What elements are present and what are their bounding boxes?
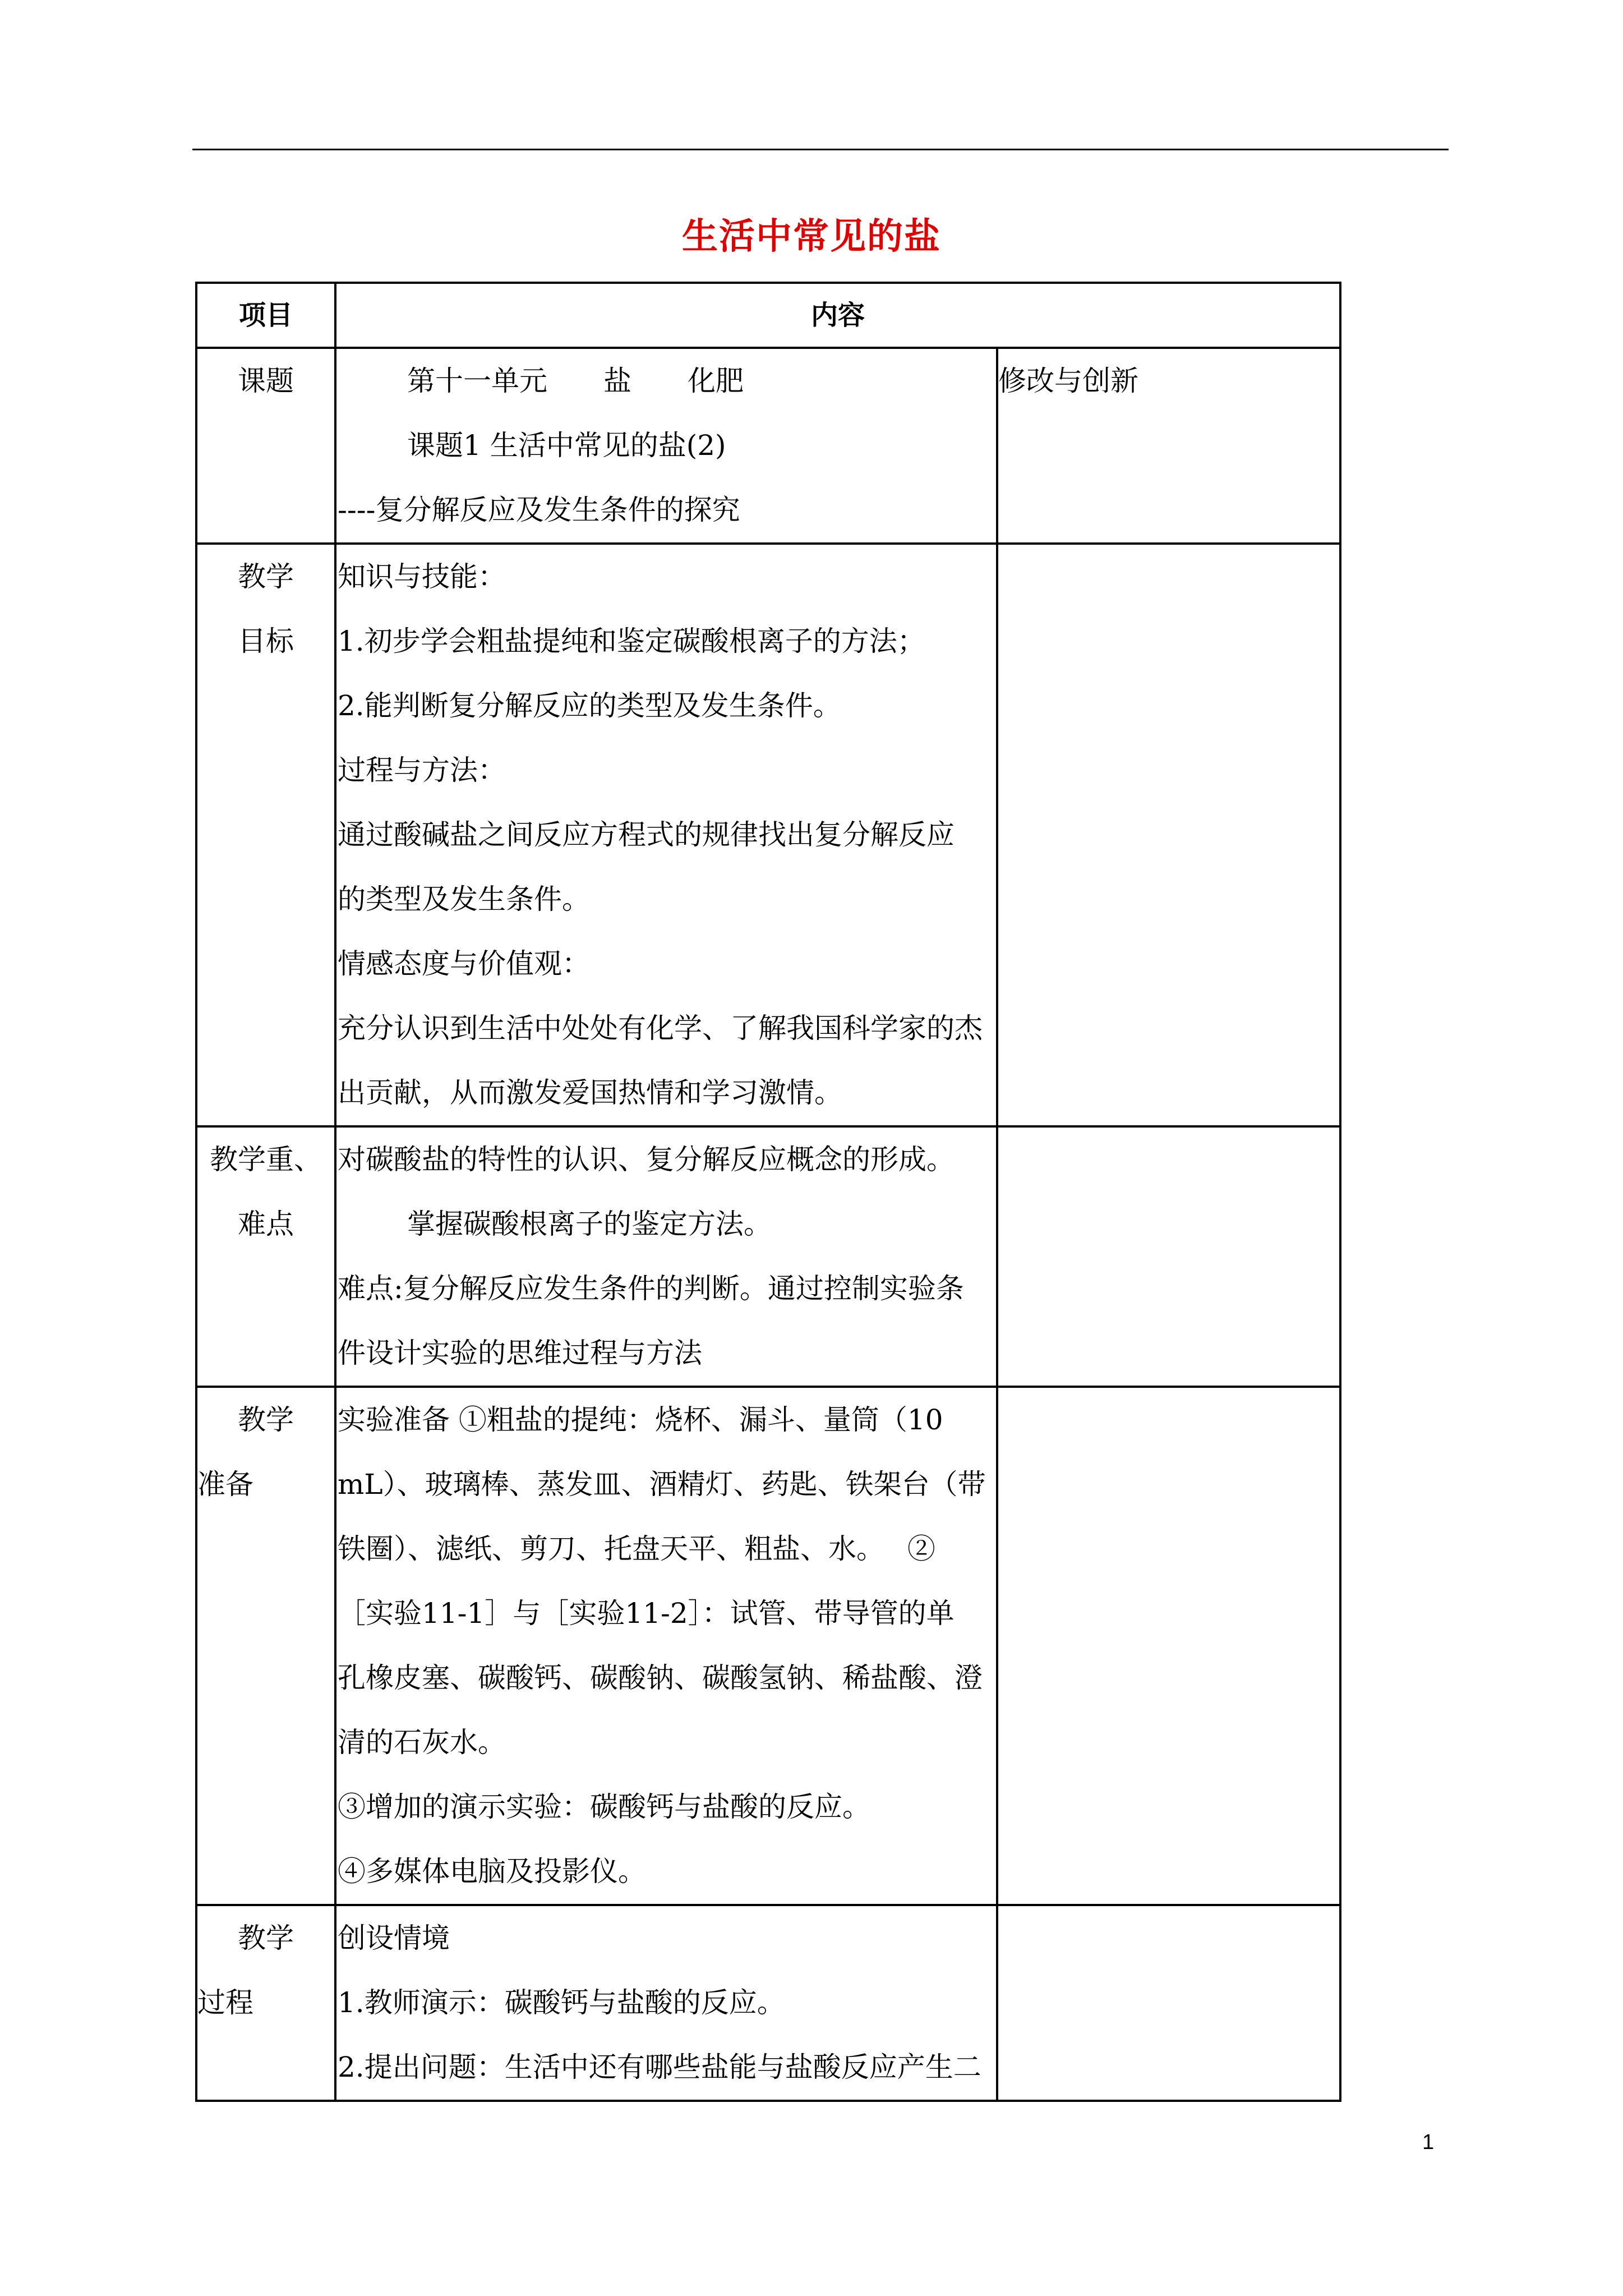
row-label: 教学 准备 <box>196 1387 335 1905</box>
row-label: 教学 过程 <box>196 1905 335 2101</box>
page-title: 生活中常见的盐 <box>682 216 941 257</box>
row-label: 教学 目标 <box>196 544 335 1126</box>
row-note <box>997 544 1340 1126</box>
row-content: 知识与技能： 1.初步学会粗盐提纯和鉴定碳酸根离子的方法； 2.能判断复分解反应的类型及发生条件。 过程与方法： 通过酸碱盐之间反应方程式的规律找出复分解反应 的类型及发生条件。 情感态度与价值观： 充分认识到生活中处处有化学、了解我国科学家的杰 出贡献，从而激发爱国热情和学习激情。 <box>335 544 997 1126</box>
row-content: 第十一单元 盐 化肥 课题1 生活中常见的盐(2) ----复分解反应及发生条件的探究 <box>335 348 997 544</box>
row-content: 对碳酸盐的特性的认识、复分解反应概念的形成。 掌握碳酸根离子的鉴定方法。 难点:复分解反应发生条件的判断。通过控制实验条 件设计实验的思维过程与方法 <box>335 1126 997 1387</box>
table-row <box>196 544 1340 1126</box>
header-item: 项目 <box>196 283 335 348</box>
row-note <box>997 1905 1340 2101</box>
table-header-row <box>196 283 1340 348</box>
row-note <box>997 1387 1340 1905</box>
row-label: 教学重、 难点 <box>196 1126 335 1387</box>
row-note <box>997 1126 1340 1387</box>
row-content: 实验准备 ①粗盐的提纯：烧杯、漏斗、量筒（10 mL）、玻璃棒、蒸发皿、酒精灯、药匙、铁架台（带 铁圈）、滤纸、剪刀、托盘天平、粗盐、水。 ② ［实验11-1］与［实验11-2］：试管、带导管的单 孔橡皮塞、碳酸钙、碳酸钠、碳酸氢钠、稀盐酸、澄 清的石灰水。 ③增加的演示实验：碳酸钙与盐酸的反应。 ④多媒体电脑及投影仪。 <box>335 1387 997 1905</box>
page-number: 1 <box>1422 2131 1435 2154</box>
header-content: 内容 <box>335 283 1340 348</box>
row-label: 课题 <box>196 348 335 544</box>
lesson-plan-table <box>195 282 1341 2102</box>
row-note: 修改与创新 <box>997 348 1340 544</box>
table-row <box>196 1905 1340 2101</box>
header-rule <box>192 149 1449 150</box>
table-row <box>196 1387 1340 1905</box>
row-content: 创设情境 1.教师演示：碳酸钙与盐酸的反应。 2.提出问题：生活中还有哪些盐能与盐酸反应产生二 <box>335 1905 997 2101</box>
table-row <box>196 348 1340 544</box>
table-row <box>196 1126 1340 1387</box>
